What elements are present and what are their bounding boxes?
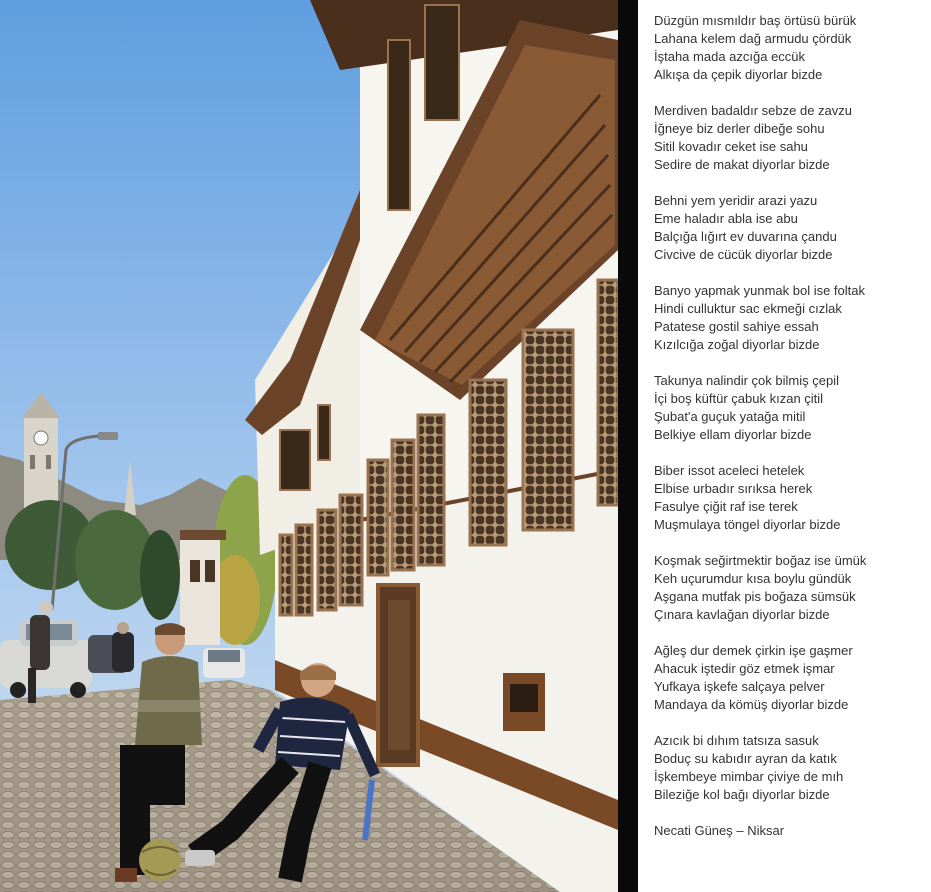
poem-line: Sitil kovadır ceket ise sahu <box>654 139 808 154</box>
poem-line: Belkiye ellam diyorlar bizde <box>654 427 812 442</box>
poem-line: Banyo yapmak yunmak bol ise foltak <box>654 283 865 298</box>
stanza <box>654 12 926 84</box>
poem-line: Elbise urbadır sırıksa herek <box>654 481 813 496</box>
poem-line: Ahacuk iştedir göz etmek işmar <box>654 661 835 676</box>
football <box>139 839 181 881</box>
poem-line: Bileziğe kol bağı diyorlar bizde <box>654 787 830 802</box>
poem-line: Düzgün mısmıldır baş örtüsü bürük <box>654 13 857 28</box>
divider-bar <box>618 0 638 892</box>
poem-line: Alkışa da çepik diyorlar bizde <box>654 67 823 82</box>
poem-line: Koşmak seğirtmektir boğaz ise ümük <box>654 553 867 568</box>
poem-line: Kızılcığa zoğal diyorlar bizde <box>654 337 820 352</box>
poem-line: Boduç su kabıdır ayran da katık <box>654 751 837 766</box>
stanza <box>654 102 926 174</box>
poem-line: Yufkaya işkefe salçaya pelver <box>654 679 825 694</box>
poem-line: Hindi culluktur sac ekmeği cızlak <box>654 301 842 316</box>
poem <box>654 12 926 840</box>
stanza <box>654 732 926 804</box>
poem-line: Şubat'a guçuk yatağa mitil <box>654 409 806 424</box>
poem-line: Civcive de cücük diyorlar bizde <box>654 247 833 262</box>
stanza <box>654 552 926 624</box>
poem-line: Balçığa lığırt ev duvarına çandu <box>654 229 837 244</box>
poem-line: Fasulye çiğit raf ise terek <box>654 499 798 514</box>
poem-line: Aşgana mutfak pis boğaza sümsük <box>654 589 856 604</box>
poem-line: İştaha mada azcığa eccük <box>654 49 806 64</box>
poem-line: Muşmulaya töngel diyorlar bizde <box>654 517 841 532</box>
distant-houses <box>180 530 226 645</box>
poem-line: Behni yem yeridir arazi yazu <box>654 193 818 208</box>
stanza <box>654 462 926 534</box>
poem-author: Necati Güneş – Niksar <box>654 823 785 838</box>
poem-line: İğneye biz derler dibeğe sohu <box>654 121 825 136</box>
poem-line: Çınara kavlağan diyorlar bizde <box>654 607 830 622</box>
stanza <box>654 282 926 354</box>
poem-line: Keh uçurumdur kısa boylu gündük <box>654 571 852 586</box>
poem-line: Patatese gostil sahiye essah <box>654 319 819 334</box>
poem-line: İçi boş küftür çabuk kızan çitil <box>654 391 824 406</box>
poem-line: Mandaya da kömüş diyorlar bizde <box>654 697 849 712</box>
poem-line: Ağleş dur demek çirkin işe gaşmer <box>654 643 853 658</box>
stanza <box>654 192 926 264</box>
poem-line: İşkembeye mimbar çiviye de mıh <box>654 769 844 784</box>
poem-line: Biber issot aceleci hetelek <box>654 463 805 478</box>
poem-line: Eme haladır abla ise abu <box>654 211 798 226</box>
poem-line: Lahana kelem dağ armudu çördük <box>654 31 852 46</box>
stanza <box>654 642 926 714</box>
poem-line: Merdiven badaldır sebze de zavzu <box>654 103 853 118</box>
poem-line: Sedire de makat diyorlar bizde <box>654 157 830 172</box>
stanza <box>654 372 926 444</box>
poem-line: Azıcık bi dıhım tatsıza sasuk <box>654 733 819 748</box>
poem-line: Takunya nalindir çok bilmiş çepil <box>654 373 839 388</box>
